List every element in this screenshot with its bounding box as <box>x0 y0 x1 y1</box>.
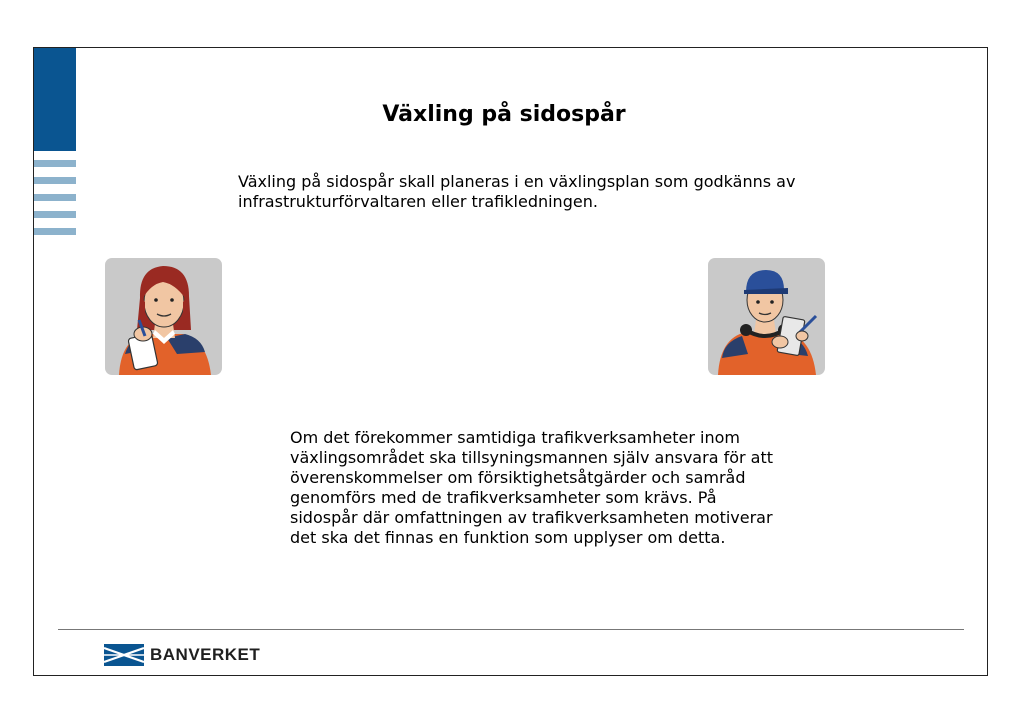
male-worker-icon <box>708 258 825 375</box>
blue-side-bar <box>34 48 76 151</box>
stripe-1 <box>34 160 76 167</box>
banverket-logo <box>104 642 260 668</box>
body-paragraph: Om det förekommer samtidiga trafikverksamheter inom växlingsområdet ska tillsyningsmannen själv ansvara för att överenskommelser om försiktighetsåtgärder och samråd genomförs med de trafikverksamheter som krävs. På sidospår där omfattningen av trafikverksamheten motiverar det ska det finnas en funktion som upplyser om detta. <box>290 428 774 547</box>
slide-title: Växling på sidospår <box>382 102 626 127</box>
footer-divider <box>58 629 964 630</box>
stripe-3 <box>34 194 76 201</box>
intro-paragraph: Växling på sidospår skall planeras i en växlingsplan som godkänns av infrastrukturförvaltaren eller trafikledningen. <box>238 172 796 211</box>
female-worker-icon <box>105 258 222 375</box>
logo-text: BANVERKET <box>150 645 261 664</box>
stripe-5 <box>34 228 76 235</box>
banverket-logo-icon <box>104 644 144 666</box>
stripe-4 <box>34 211 76 218</box>
slide-frame <box>33 47 988 676</box>
stripe-2 <box>34 177 76 184</box>
